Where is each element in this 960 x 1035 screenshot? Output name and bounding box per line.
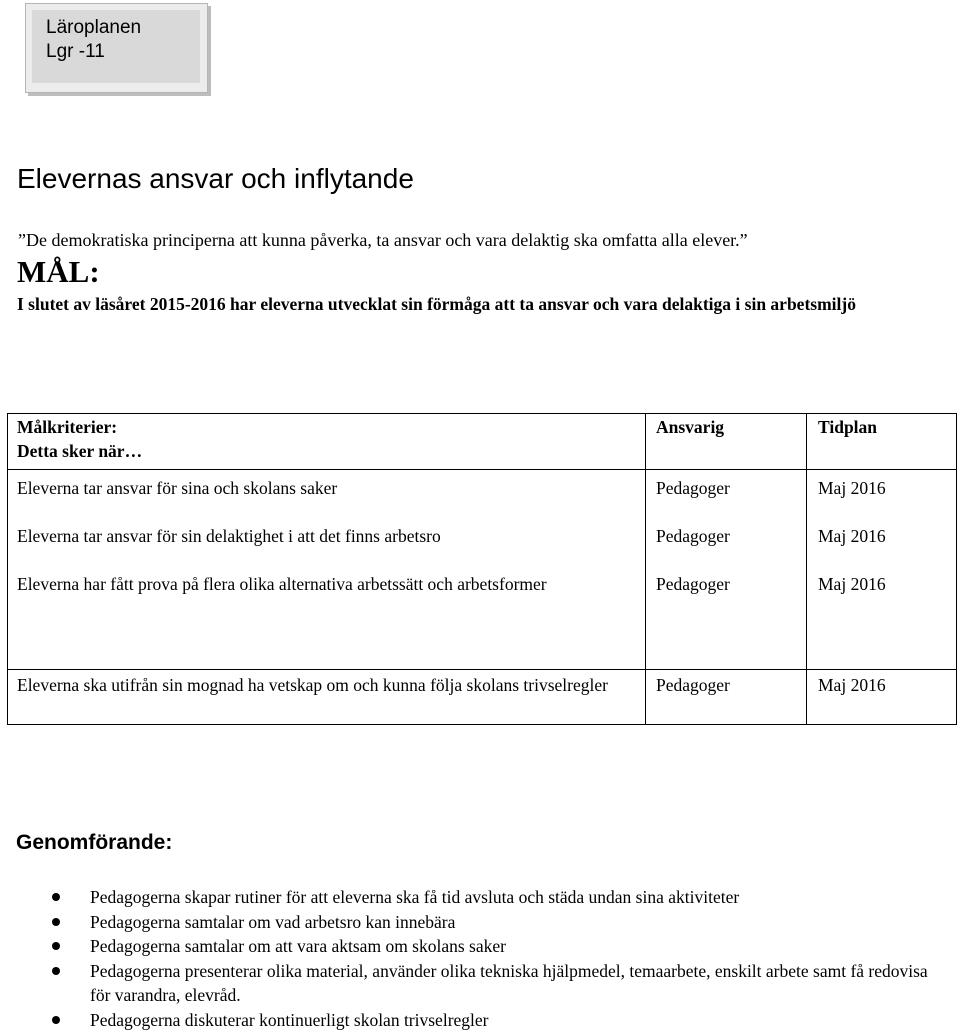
responsible-2: Pedagoger [656, 526, 730, 546]
table-header-row [8, 414, 957, 470]
timeline-header: Tidplan [818, 417, 878, 437]
timeline-2: Maj 2016 [818, 526, 886, 546]
criteria-header-sublabel: Detta sker när… [17, 441, 143, 461]
criterion-2: Eleverna tar ansvar för sin delaktighet i att det finns arbetsro [17, 526, 441, 546]
timeline-4: Maj 2016 [818, 675, 886, 695]
criterion-3: Eleverna har fått prova på flera olika alternativa arbetssätt och arbetsformer [17, 574, 547, 594]
goal-heading: MÅL: [17, 254, 100, 289]
timeline-3: Maj 2016 [818, 574, 886, 594]
curriculum-tag-line1: Läroplanen [46, 17, 142, 38]
responsible-cell [646, 670, 807, 725]
responsible-4: Pedagoger [656, 675, 730, 695]
criteria-cell [8, 670, 646, 725]
list-item [0, 934, 950, 959]
list-item [0, 1008, 950, 1033]
timeline-1: Maj 2016 [818, 478, 886, 498]
timeline-header-cell [807, 414, 957, 470]
list-item-text: Pedagogerna skapar rutiner för att eleverna ska få tid avsluta och städa undan sina aktiviteter [90, 887, 740, 907]
list-item [0, 910, 950, 935]
timeline-cell [807, 670, 957, 725]
criteria-cell [8, 470, 646, 670]
implementation-heading: Genomförande: [16, 831, 173, 854]
criteria-header-cell [8, 414, 646, 470]
responsible-cell [646, 470, 807, 670]
list-item [0, 885, 950, 910]
list-item-text: Pedagogerna samtalar om att vara aktsam om skolans saker [90, 936, 506, 957]
goal-text: I slutet av läsåret 2015-2016 har eleverna utvecklat sin förmåga att ta ansvar och vara delaktiga i sin arbetsmiljö [17, 294, 856, 314]
list-item-text: Pedagogerna samtalar om vad arbetsro kan innebära [90, 911, 456, 932]
criteria-table [7, 413, 957, 725]
bullet-icon [52, 942, 60, 950]
table-row [8, 470, 957, 670]
implementation-list [0, 885, 950, 1033]
criterion-1: Eleverna tar ansvar för sina och skolans saker [17, 478, 338, 498]
curriculum-tag-box [25, 3, 208, 93]
list-item-text: Pedagogerna diskuterar kontinuerligt skolan trivselregler [90, 1009, 489, 1030]
responsible-1: Pedagoger [656, 478, 730, 498]
bullet-icon [52, 893, 60, 901]
bullet-icon [52, 967, 60, 975]
criteria-header-label: Målkriterier: [17, 417, 118, 437]
responsible-3: Pedagoger [656, 574, 730, 594]
responsible-header: Ansvarig [656, 417, 725, 437]
curriculum-tag-text [46, 16, 141, 64]
curriculum-quote: ”De demokratiska principerna att kunna påverka, ta ansvar och vara delaktig ska omfatta alla elever.” [18, 230, 748, 250]
timeline-cell [807, 470, 957, 670]
table-row [8, 670, 957, 725]
bullet-icon [52, 918, 60, 926]
criterion-4: Eleverna ska utifrån sin mognad ha vetskap om och kunna följa skolans trivselregler [17, 675, 608, 695]
list-item [0, 959, 950, 1008]
bullet-icon [52, 1016, 60, 1024]
curriculum-tag-line2: Lgr -11 [46, 41, 105, 62]
page-title: Elevernas ansvar och inflytande [17, 163, 414, 194]
list-item-text: Pedagogerna presenterar olika material, använder olika tekniska hjälpmedel, temaarbete, enskilt arbete samt få redovisa för varandra, elevråd. [90, 960, 928, 1006]
responsible-header-cell [646, 414, 807, 470]
